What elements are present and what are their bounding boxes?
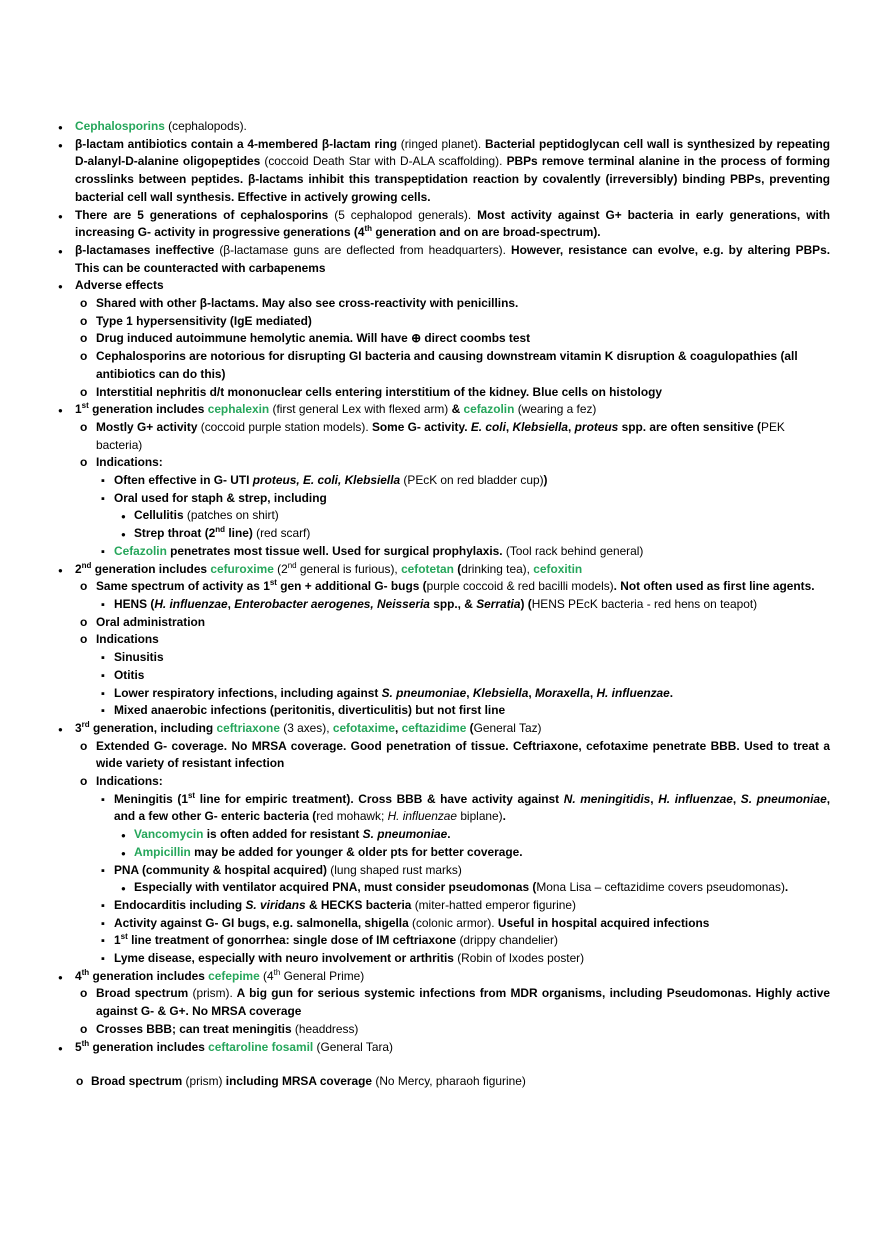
bullet-icon	[121, 826, 126, 845]
circle-bullet-icon	[80, 384, 87, 402]
list-item: ● 1st generation includes cephalexin (first general Lex with flexed arm) & cefazolin (wearing a fez)	[58, 401, 830, 419]
circle-bullet-icon	[80, 454, 87, 472]
list-item: ▪ Cefazolin penetrates most tissue well. Used for surgical prophylaxis. (Tool rack behind general)	[58, 543, 830, 561]
list-item: o Broad spectrum (prism) including MRSA coverage (No Mercy, pharaoh figurine)	[58, 1073, 830, 1091]
list-item: o Extended G- coverage. No MRSA coverage. Good penetration of tissue. Ceftriaxone, cefotaxime penetrate BBB. Used to treat a wide variety of resistant infection	[58, 738, 830, 773]
circle-bullet-icon	[80, 330, 87, 348]
square-bullet-icon	[101, 950, 105, 969]
circle-bullet-icon	[80, 348, 87, 366]
circle-bullet-icon	[80, 773, 87, 791]
list-item: ● There are 5 generations of cephalosporins (5 cephalopod generals). Most activity against G+ bacteria in early generations, with increasing G- activity in progressive generations (4th generation and on are broad-spectrum).	[58, 207, 830, 242]
circled-plus-icon: ⊕	[411, 331, 422, 346]
list-item: o Indications	[58, 631, 830, 649]
list-item: ● Cephalosporins (cephalopods).	[58, 118, 830, 136]
list-item: o Same spectrum of activity as 1st gen + additional G- bugs (purple coccoid & red bacilli models). Not often used as first line agents.	[58, 578, 830, 596]
list-item: o Cephalosporins are notorious for disrupting GI bacteria and causing downstream vitamin K disruption & coagulopathies (all antibiotics can do this)	[58, 348, 830, 383]
list-item: ▪ Activity against G- GI bugs, e.g. salmonella, shigella (colonic armor). Useful in hospital acquired infections	[58, 915, 830, 933]
square-bullet-icon	[101, 490, 105, 509]
list-item: ● β-lactamases ineffective (β-lactamase guns are deflected from headquarters). However, resistance can evolve, e.g. by altering PBPs. This can be counteracted with carbapenems	[58, 242, 830, 277]
square-bullet-icon	[101, 472, 105, 491]
list-item: ▪ Meningitis (1st line for empiric treatment). Cross BBB & have activity against N. meningitidis, H. influenzae, S. pneumoniae, and a few other G- enteric bacteria (red mohawk; H. influenzae biplane).	[58, 791, 830, 826]
notes-page	[58, 118, 830, 1091]
list-item: ▪ Sinusitis	[58, 649, 830, 667]
square-bullet-icon	[101, 667, 105, 686]
circle-bullet-icon	[80, 985, 87, 1003]
circle-bullet-icon	[76, 1073, 83, 1091]
list-item: o Drug induced autoimmune hemolytic anemia. Will have ⊕ direct coombs test	[58, 330, 830, 348]
list-item: o Oral administration	[58, 614, 830, 632]
list-item: o Indications:	[58, 773, 830, 791]
list-item: ● 5th generation includes ceftaroline fosamil (General Tara)	[58, 1039, 830, 1057]
bullet-icon	[58, 968, 63, 987]
list-item: ● Cellulitis (patches on shirt)	[58, 507, 830, 525]
bullet-icon	[121, 525, 126, 544]
bullet-icon	[58, 561, 63, 580]
square-bullet-icon	[101, 596, 105, 615]
bullet-icon	[58, 277, 63, 296]
list-item: ▪ 1st line treatment of gonorrhea: single dose of IM ceftriaxone (drippy chandelier)	[58, 932, 830, 950]
list-item: ▪ Often effective in G- UTI proteus, E. coli, Klebsiella (PEcK on red bladder cup))	[58, 472, 830, 490]
square-bullet-icon	[101, 897, 105, 916]
bullet-icon	[58, 242, 63, 261]
bullet-icon	[58, 136, 63, 155]
bullet-icon	[121, 507, 126, 526]
bullet-icon	[58, 720, 63, 739]
circle-bullet-icon	[80, 738, 87, 756]
bullet-icon	[121, 879, 126, 898]
list-item: ▪ Mixed anaerobic infections (peritonitis, diverticulitis) but not first line	[58, 702, 830, 720]
list-item: o Interstitial nephritis d/t mononuclear cells entering interstitium of the kidney. Blue cells on histology	[58, 384, 830, 402]
list-item: ● 4th generation includes cefepime (4th General Prime)	[58, 968, 830, 986]
circle-bullet-icon	[80, 313, 87, 331]
list-item: o Crosses BBB; can treat meningitis (headdress)	[58, 1021, 830, 1039]
list-item: ● 2nd generation includes cefuroxime (2nd general is furious), cefotetan (drinking tea), cefoxitin	[58, 561, 830, 579]
circle-bullet-icon	[80, 578, 87, 596]
list-item: ● Especially with ventilator acquired PNA, must consider pseudomonas (Mona Lisa – ceftazidime covers pseudomonas).	[58, 879, 830, 897]
list-item: o Type 1 hypersensitivity (IgE mediated)	[58, 313, 830, 331]
list-item: ● Adverse effects	[58, 277, 830, 295]
list-item: o Mostly G+ activity (coccoid purple station models). Some G- activity. E. coli, Klebsiella, proteus spp. are often sensitive (PEK bacteria)	[58, 419, 830, 454]
list-item: ▪ Lower respiratory infections, including against S. pneumoniae, Klebsiella, Moraxella, H. influenzae.	[58, 685, 830, 703]
list-item: ● Strep throat (2nd line) (red scarf)	[58, 525, 830, 543]
bullet-icon	[121, 844, 126, 863]
square-bullet-icon	[101, 543, 105, 562]
square-bullet-icon	[101, 932, 105, 951]
list-item: ● 3rd generation, including ceftriaxone (3 axes), cefotaxime, ceftazidime (General Taz)	[58, 720, 830, 738]
list-item: ● Vancomycin is often added for resistant S. pneumoniae.	[58, 826, 830, 844]
square-bullet-icon	[101, 649, 105, 668]
bullet-icon	[58, 401, 63, 420]
bullet-icon	[58, 207, 63, 226]
square-bullet-icon	[101, 791, 105, 810]
list-item: ▪ Oral used for staph & strep, including	[58, 490, 830, 508]
spacer	[58, 1056, 830, 1073]
square-bullet-icon	[101, 862, 105, 881]
circle-bullet-icon	[80, 614, 87, 632]
circle-bullet-icon	[80, 295, 87, 313]
bullet-icon	[58, 1039, 63, 1058]
list-item: ▪ Endocarditis including S. viridans & HECKS bacteria (miter-hatted emperor figurine)	[58, 897, 830, 915]
list-item: ▪ Otitis	[58, 667, 830, 685]
circle-bullet-icon	[80, 631, 87, 649]
square-bullet-icon	[101, 915, 105, 934]
square-bullet-icon	[101, 702, 105, 721]
square-bullet-icon	[101, 685, 105, 704]
bullet-icon	[58, 118, 63, 137]
list-item: ● Ampicillin may be added for younger & older pts for better coverage.	[58, 844, 830, 862]
list-item: ● β-lactam antibiotics contain a 4-membered β-lactam ring (ringed planet). Bacterial peptidoglycan cell wall is synthesized by repeating D-alanyl-D-alanine oligopeptides (coccoid Death Star with D-ALA scaffolding). PBPs remove terminal alanine in the process of forming crosslinks between peptides. β-lactams inhibit this transpeptidation reaction by covalently (irreversibly) binding PBPs, preventing bacterial cell wall synthesis. Effective in actively growing cells.	[58, 136, 830, 207]
list-item: o Broad spectrum (prism). A big gun for serious systemic infections from MDR organisms, including Pseudomonas. Highly active against G- & G+. No MRSA coverage	[58, 985, 830, 1020]
list-item: ▪ PNA (community & hospital acquired) (lung shaped rust marks)	[58, 862, 830, 880]
circle-bullet-icon	[80, 419, 87, 437]
list-item: o Shared with other β-lactams. May also see cross-reactivity with penicillins.	[58, 295, 830, 313]
list-item: ▪ Lyme disease, especially with neuro involvement or arthritis (Robin of Ixodes poster)	[58, 950, 830, 968]
circle-bullet-icon	[80, 1021, 87, 1039]
list-item: ▪ HENS (H. influenzae, Enterobacter aerogenes, Neisseria spp., & Serratia) (HENS PEcK bacteria - red hens on teapot)	[58, 596, 830, 614]
list-item: o Indications:	[58, 454, 830, 472]
